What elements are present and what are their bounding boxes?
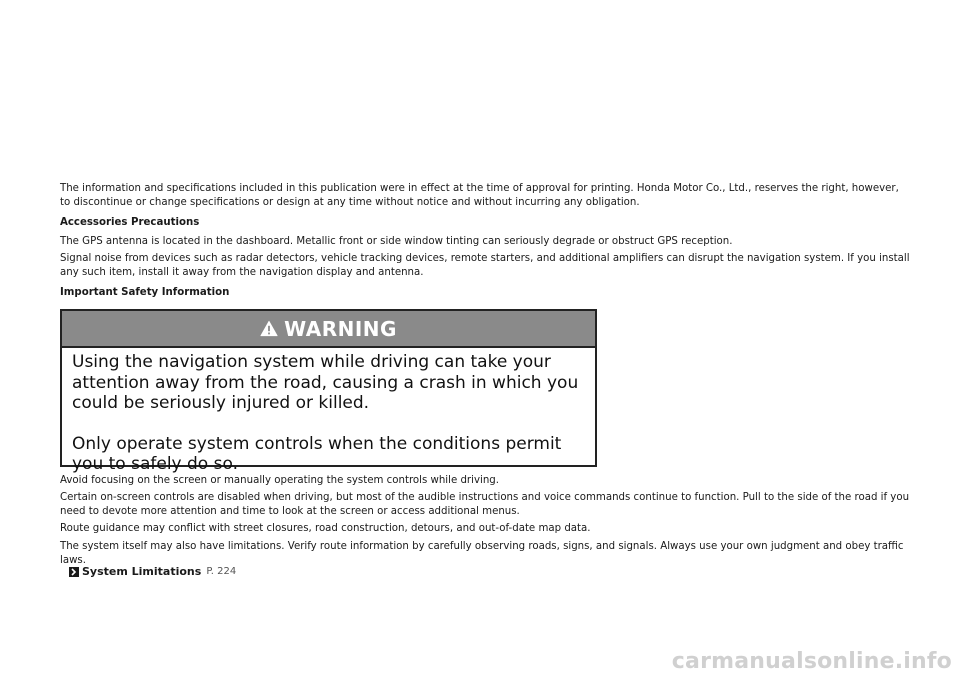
xref-page: P. 224 xyxy=(206,566,237,577)
route-guidance-paragraph: Route guidance may conflict with street closures, road construction, detours, and out-of-date map data. xyxy=(60,523,591,534)
signal-noise-paragraph: Signal noise from devices such as radar detectors, vehicle tracking devices, remote starters, and additional amplifiers can disrupt the navigation system. If you install any such item, install it away from the navigation display and antenna. xyxy=(60,253,910,278)
warning-triangle-icon xyxy=(260,320,278,337)
warning-box xyxy=(60,309,597,474)
accessories-heading: Accessories Precautions xyxy=(60,217,200,228)
warning-body xyxy=(62,348,595,475)
avoid-focus-paragraph: Avoid focusing on the screen or manually operating the system controls while driving. xyxy=(60,475,499,486)
controls-disabled-paragraph: Certain on-screen controls are disabled when driving, but most of the audible instructions and voice commands continue to function. Pull to the side of the road if you need to devote more attention and time to look at the screen or access additional menus. xyxy=(60,492,910,517)
warning-text-2: Only operate system controls when the conditions permit you to safely do so. xyxy=(72,433,562,474)
intro-paragraph: The information and specifications included in this publication were in effect at the time of approval for printing. Honda Motor Co., Ltd., reserves the right, however, to discontinue or change specifications or design at any time without notice and without incurring any obligation. xyxy=(60,183,899,208)
system-limitations-link[interactable] xyxy=(69,565,236,579)
footer-watermark: carmanualsonline.info xyxy=(671,649,952,674)
limitations-paragraph: The system itself may also have limitations. Verify route information by carefully observing roads, signs, and signals. Always use your own judgment and obey traffic laws. xyxy=(60,541,904,566)
cross-reference-icon xyxy=(69,567,79,577)
warning-text-1: Using the navigation system while driving can take your attention away from the road, causing a crash in which you could be seriously injured or killed. xyxy=(72,352,579,413)
warning-header xyxy=(62,311,595,348)
safety-heading: Important Safety Information xyxy=(60,287,230,298)
xref-title: System Limitations xyxy=(82,565,202,578)
warning-title: WARNING xyxy=(284,316,397,341)
gps-antenna-paragraph: The GPS antenna is located in the dashboard. Metallic front or side window tinting can seriously degrade or obstruct GPS reception. xyxy=(60,236,733,247)
